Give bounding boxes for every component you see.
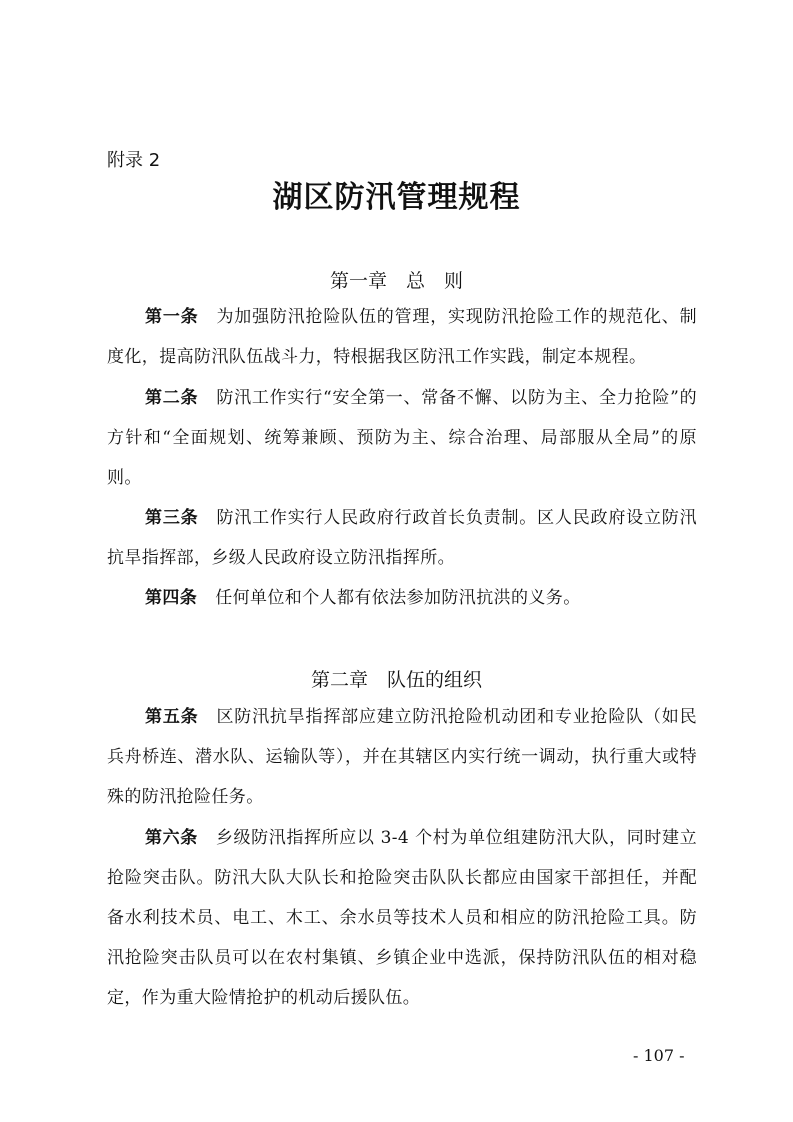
article-1: [107, 297, 697, 377]
article-2: [107, 378, 697, 498]
article-text: 乡级防汛指挥所应以 3-4 个村为单位组建防汛大队，同时建立抢险突击队。防汛大队大队长和抢险突击队队长都应由国家干部担任，并配备水利技术员、电工、木工、余水员等技术人员和相应的防汛抢险工具。防汛抢险突击队员可以在农村集镇、乡镇企业中选派，保持防汛队伍的相对稳定，作为重大险情抢护的机动后援队伍。: [107, 828, 697, 1008]
article-text: 防汛工作实行人民政府行政首长负责制。区人民政府设立防汛抗旱指挥部，乡级人民政府设立防汛指挥所。: [107, 508, 697, 568]
appendix-label: 附录 2: [107, 150, 161, 171]
article-6: [107, 818, 697, 1018]
article-text: 防汛工作实行“安全第一、常备不懈、以防为主、全力抢险”的方针和“全面规划、统筹兼顾、预防为主、综合治理、局部服从全局”的原则。: [107, 388, 697, 488]
article-3: [107, 498, 697, 578]
article-5: [107, 697, 697, 817]
article-number: 第五条: [145, 707, 199, 727]
article-number: 第三条: [145, 508, 199, 528]
article-text: 区防汛抗旱指挥部应建立防汛抢险机动团和专业抢险队（如民兵舟桥连、潜水队、运输队等），并在其辖区内实行统一调动，执行重大或特殊的防汛抢险任务。: [107, 707, 697, 807]
article-number: 第六条: [145, 828, 198, 848]
article-number: 第二条: [145, 388, 199, 408]
article-number: 第一条: [145, 307, 199, 327]
article-text: 任何单位和个人都有依法参加防汛抗洪的义务。: [215, 588, 581, 608]
article-number: 第四条: [145, 588, 198, 608]
article-4: [107, 578, 697, 618]
article-text: 为加强防汛抢险队伍的管理，实现防汛抢险工作的规范化、制度化，提高防汛队伍战斗力，特根据我区防汛工作实践，制定本规程。: [107, 307, 697, 367]
chapter-2-title: 第二章 队伍的组织: [310, 669, 482, 691]
page-number: - 107 -: [633, 1046, 685, 1065]
chapter-1-title: 第一章 总 则: [329, 270, 463, 292]
document-title: 湖区防汛管理规程: [272, 180, 521, 215]
